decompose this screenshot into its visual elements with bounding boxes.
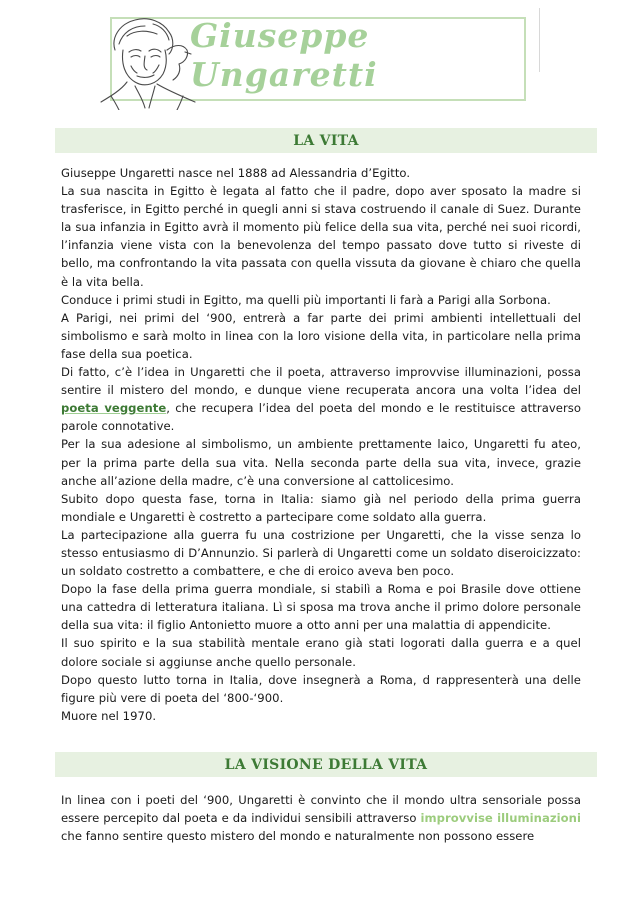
paragraph: Dopo la fase della prima guerra mondiale, si stabilì a Roma e poi Brasile dove ottiene una cattedra di letteratura italiana. Lì si sposa ma trova anche il primo dolore personale della sua vita: il figlio Antonietto muore a otto anni per una malattia di appendicite. bbox=[61, 582, 581, 633]
paragraph: Il suo spirito e la sua stabilità mentale erano già stati logorati dalla guerra e a quel dolore sociale si aggiunse anche quello personale. bbox=[61, 636, 581, 669]
paragraph: Giuseppe Ungaretti nasce nel 1888 ad Alessandria d’Egitto. bbox=[61, 166, 411, 180]
paragraph-text: In linea con i poeti del ‘900, Ungaretti è convinto che il mondo ultra sensoriale possa essere percepito dal poeta e da individui sensibili attraverso bbox=[61, 793, 581, 826]
section-heading-la-visione-della-vita: LA VISIONE DELLA VITA bbox=[55, 752, 597, 777]
section-heading-la-vita: LA VITA bbox=[55, 128, 597, 153]
highlight-improvvise-illuminazioni: improvvise illuminazioni bbox=[420, 811, 582, 826]
paragraph-text: , che recupera l’idea del poeta del mondo e le restituisce attraverso parole connotative. bbox=[61, 401, 581, 434]
paragraph bbox=[61, 791, 581, 845]
paragraph: Muore nel 1970. bbox=[61, 708, 157, 723]
section-body-la-visione-della-vita bbox=[61, 791, 581, 845]
paragraph: A Parigi, nei primi del ‘900, entrerà a far parte dei primi ambienti intellettuali del simbolismo e sarà molto in linea con la loro visione della vita, in particolare nella prima fase della sua poetica. bbox=[61, 310, 581, 361]
paragraph-text: che fanno sentire questo mistero del mondo e naturalmente non possono essere bbox=[61, 829, 535, 844]
portrait-illustration bbox=[97, 10, 202, 110]
highlight-poeta-veggente: poeta veggente bbox=[61, 401, 167, 416]
paragraph: Subito dopo questa fase, torna in Italia: siamo già nel periodo della prima guerra mondiale e Ungaretti è costretto a partecipare come soldato alla guerra. bbox=[61, 491, 581, 524]
section-body-la-vita bbox=[61, 164, 581, 725]
paragraph-text: Di fatto, c’è l’idea in Ungaretti che il poeta, attraverso improvvise illuminazioni, possa sentire il mistero del mondo, e dunque viene recuperata ancora una volta l’idea del bbox=[61, 365, 581, 398]
paragraph: Dopo questo lutto torna in Italia, dove insegnerà a Roma, d rappresenterà una delle figure più vere di poeta del ‘800-‘900. bbox=[61, 672, 581, 705]
paragraph bbox=[61, 363, 581, 435]
paragraph: Conduce i primi studi in Egitto, ma quelli più importanti li farà a Parigi alla Sorbona. bbox=[61, 292, 551, 307]
paragraph: Per la sua adesione al simbolismo, un ambiente prettamente laico, Ungaretti fu ateo, per la prima parte della sua vita. Nella seconda parte della sua vita, invece, grazie anche all’azione della madre, c’è una conversione al cattolicesimo. bbox=[61, 437, 581, 488]
paragraph: La partecipazione alla guerra fu una costrizione per Ungaretti, che la visse senza lo stesso entusiasmo di D’Annunzio. Si parlerà di Ungaretti come un soldato diseroicizzato: un soldato costretto a combattere, e che di eroico aveva ben poco. bbox=[61, 527, 581, 579]
paragraph: La sua nascita in Egitto è legata al fatto che il padre, dopo aver sposato la madre si trasferisce, in Egitto perché in quegli anni si stava costruendo il canale di Suez. Durante la sua infanzia in Egitto avrà il momento più felice della sua vita, perché nei suoi ricordi, l’infanzia viene vista con la benevolenza del tempo passato dove tutto si riveste di bello, ma confrontando la vita passata con quella vissuta da giovane è chiaro che quella è la vita bella. bbox=[61, 184, 581, 289]
page-title: Giuseppe Ungaretti bbox=[190, 16, 378, 94]
header-divider bbox=[539, 8, 540, 72]
